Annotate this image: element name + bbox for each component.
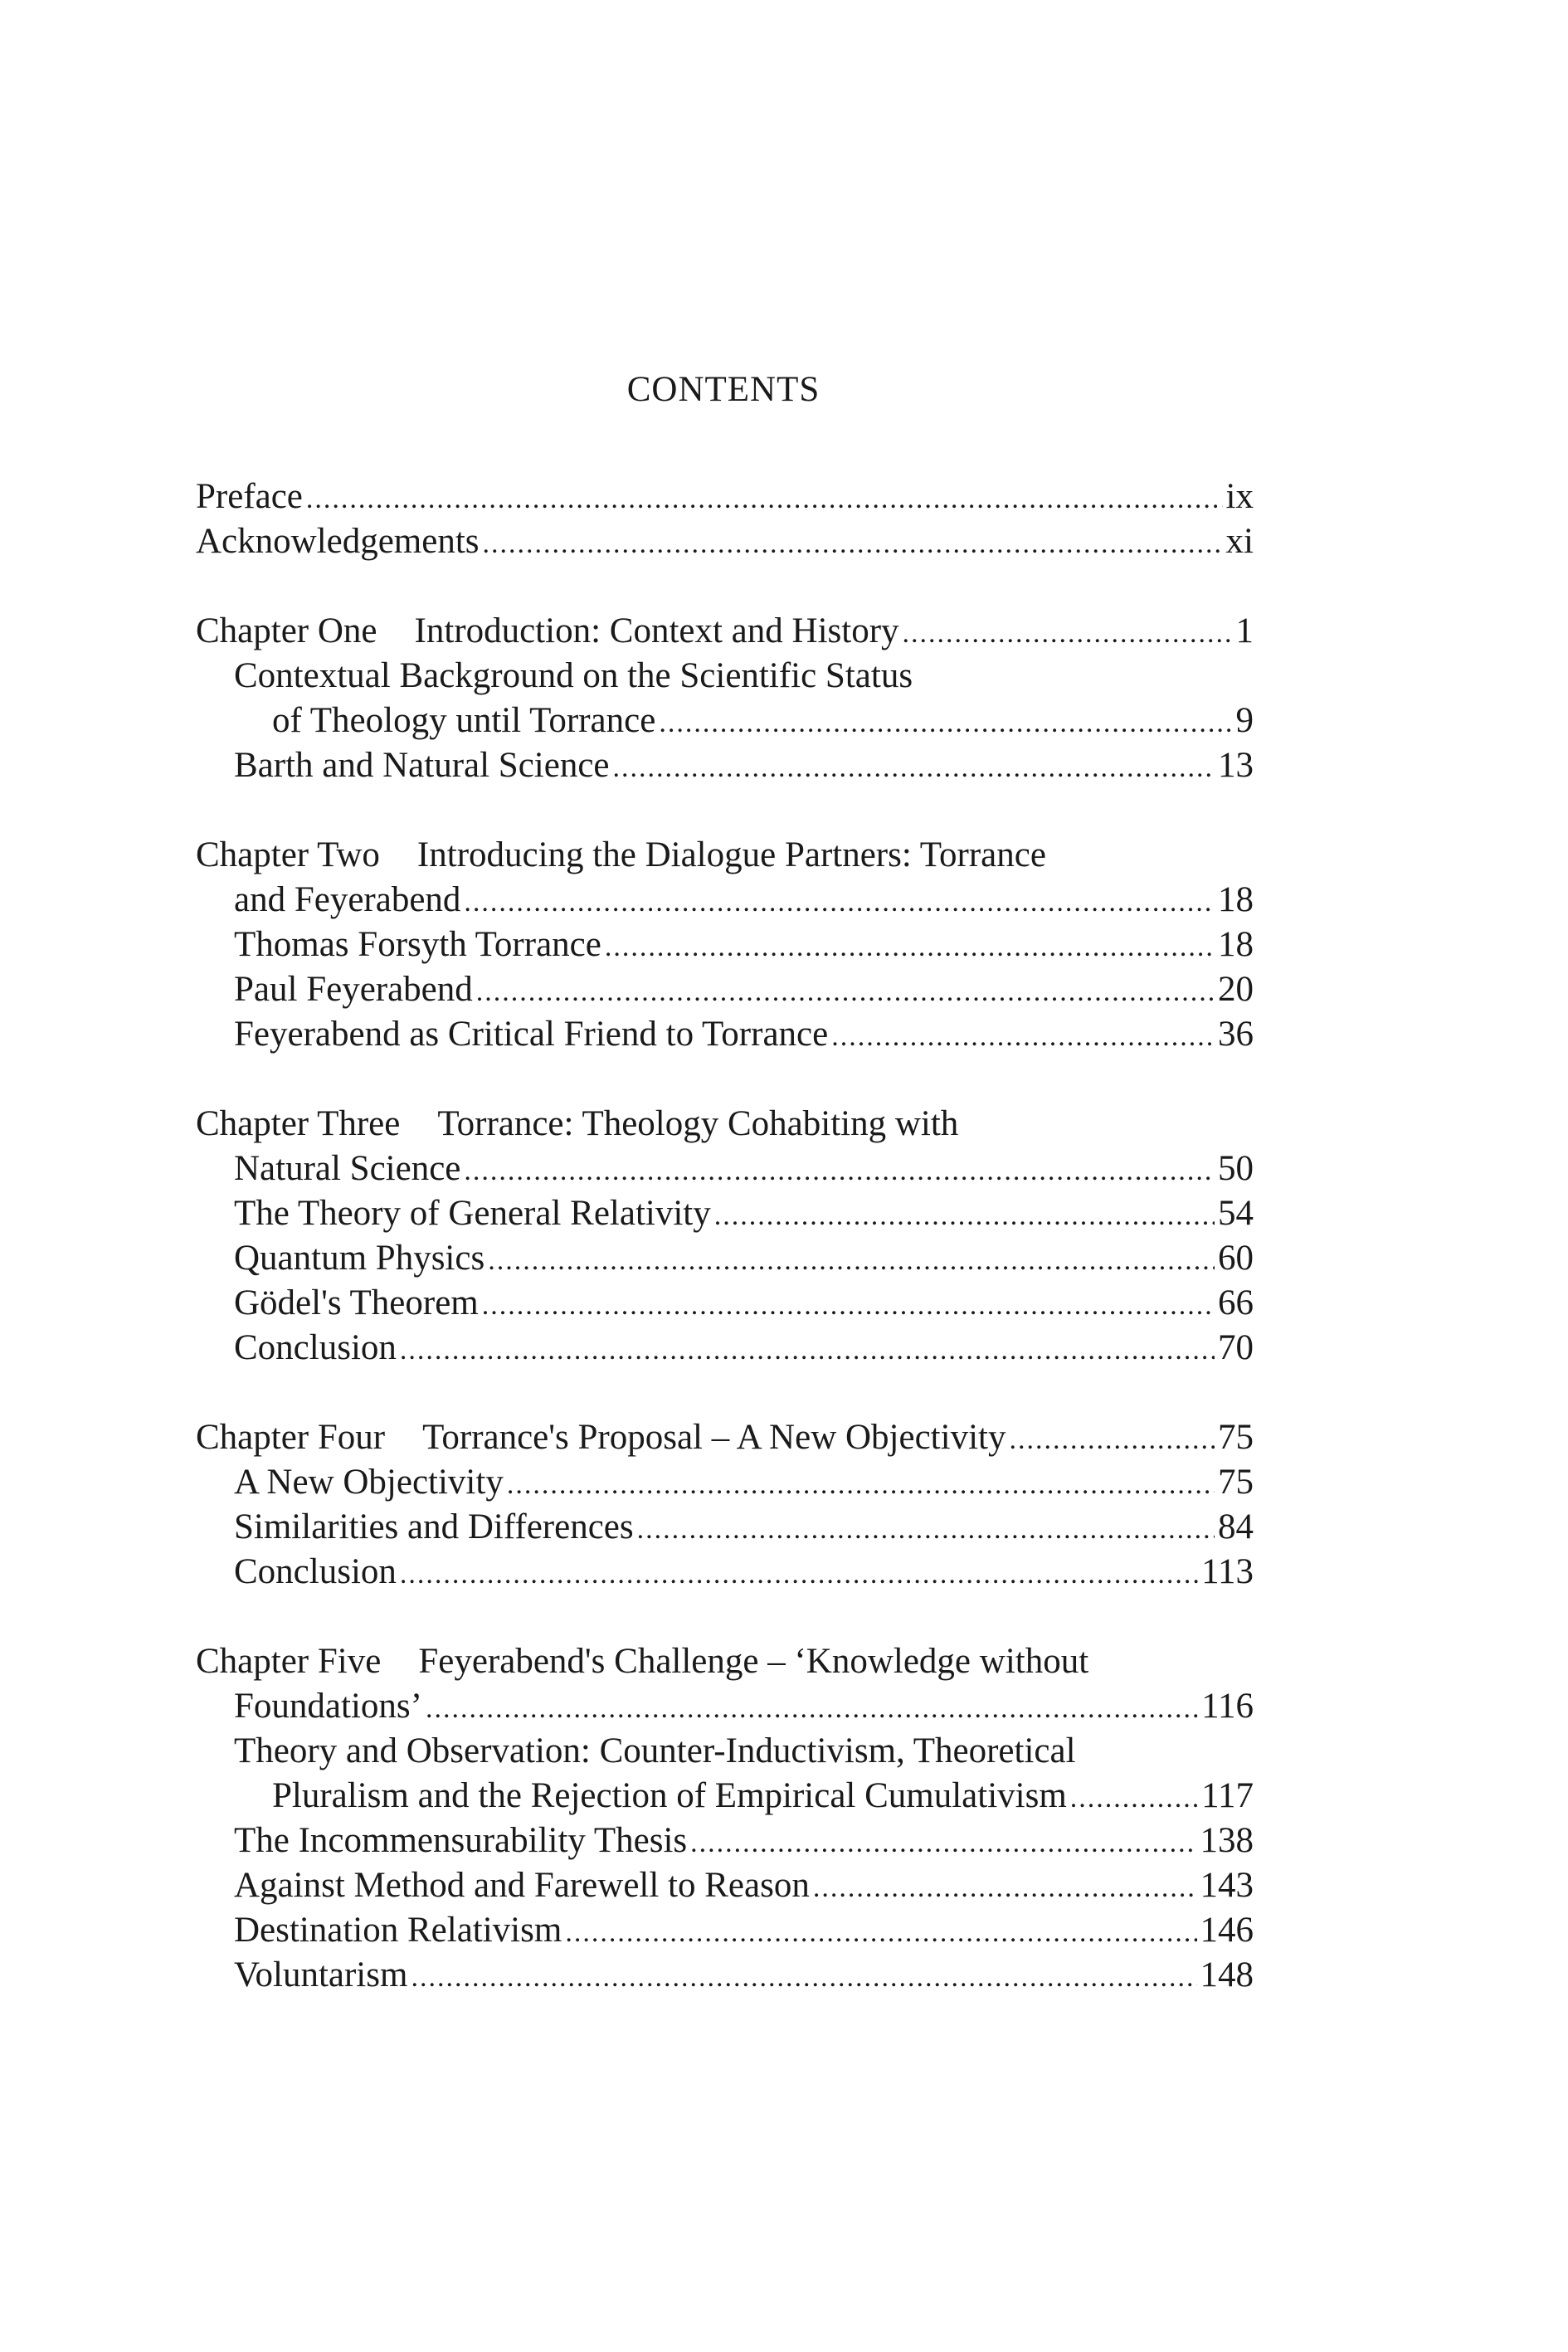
- toc-entry-acknowledgements[interactable]: [196, 519, 1254, 564]
- dot-leader: [411, 1953, 1196, 2000]
- section-title: Conclusion: [234, 1552, 397, 1591]
- page-number: 116: [1201, 1687, 1254, 1726]
- chapter-four: [196, 1415, 1254, 1595]
- dot-leader: [565, 1908, 1196, 1955]
- section-title: Feyerabend as Critical Friend to Torrance: [234, 1015, 829, 1054]
- section-title: Against Method and Farewell to Reason: [234, 1866, 810, 1905]
- section-title: Barth and Natural Science: [234, 746, 610, 785]
- chapter-heading[interactable]: [196, 833, 1254, 878]
- dot-leader: [605, 923, 1215, 970]
- spacer: [196, 1057, 1254, 1102]
- page-number: 113: [1201, 1552, 1254, 1591]
- page-number: 9: [1235, 701, 1254, 740]
- section-title: Thomas Forsyth Torrance: [234, 925, 601, 964]
- dot-leader: [613, 743, 1215, 791]
- toc-entry-preface[interactable]: [196, 475, 1254, 519]
- dot-leader: [507, 1460, 1215, 1507]
- section-title: Theory and Observation: Counter-Inductivism, Theoretical: [234, 1731, 1076, 1770]
- section-entry[interactable]: [196, 1012, 1254, 1057]
- dot-leader: [483, 519, 1223, 567]
- page-number: 1: [1235, 611, 1254, 650]
- section-entry-continued[interactable]: [196, 1774, 1254, 1819]
- section-title: Paul Feyerabend: [234, 970, 473, 1009]
- chapter-three: [196, 1102, 1254, 1371]
- section-title: Pluralism and the Rejection of Empirical Cumulativism: [272, 1776, 1067, 1815]
- page-number: 36: [1218, 1015, 1254, 1054]
- dot-leader: [464, 878, 1215, 925]
- page-title: CONTENTS: [626, 370, 821, 409]
- spacer: [196, 1371, 1254, 1415]
- dot-leader: [1009, 1415, 1215, 1463]
- page-number: 70: [1218, 1328, 1254, 1367]
- chapter-heading[interactable]: [196, 1415, 1254, 1460]
- chapter-heading-continued[interactable]: [196, 1684, 1254, 1729]
- dot-leader: [903, 609, 1233, 656]
- chapter-label: Chapter Four: [196, 1418, 386, 1457]
- section-entry[interactable]: [196, 1550, 1254, 1595]
- dot-leader: [637, 1505, 1215, 1552]
- chapter-title: Introduction: Context and History: [414, 611, 899, 650]
- page-number: 66: [1218, 1283, 1254, 1322]
- section-title: A New Objectivity: [234, 1463, 504, 1502]
- front-matter: [196, 475, 1254, 564]
- chapter-five: [196, 1639, 1254, 1998]
- section-entry[interactable]: [196, 654, 1254, 699]
- section-title: Destination Relativism: [234, 1911, 562, 1950]
- section-entry[interactable]: [196, 1460, 1254, 1505]
- section-entry[interactable]: [196, 1953, 1254, 1998]
- dot-leader: [488, 1236, 1215, 1283]
- dot-leader: [400, 1326, 1215, 1373]
- section-entry[interactable]: [196, 1505, 1254, 1550]
- chapter-heading-continued[interactable]: [196, 878, 1254, 923]
- chapter-title: Feyerabend's Challenge – ‘Knowledge without: [418, 1642, 1089, 1681]
- entry-title: Acknowledgements: [196, 522, 480, 561]
- chapter-label: Chapter One: [196, 611, 377, 650]
- section-title: Quantum Physics: [234, 1239, 485, 1278]
- dot-leader: [813, 1863, 1197, 1911]
- chapter-title: Torrance's Proposal – A New Objectivity: [422, 1418, 1006, 1457]
- section-entry-continued[interactable]: [196, 699, 1254, 743]
- section-title: Conclusion: [234, 1328, 397, 1367]
- spacer: [196, 788, 1254, 833]
- chapter-heading[interactable]: [196, 609, 1254, 654]
- dot-leader: [690, 1819, 1196, 1866]
- chapter-heading-continued[interactable]: [196, 1147, 1254, 1191]
- chapter-title: Introducing the Dialogue Partners: Torrance: [416, 835, 1046, 874]
- chapter-title: and Feyerabend: [234, 880, 461, 919]
- page-number: ix: [1225, 477, 1254, 516]
- page-number: 84: [1218, 1507, 1254, 1546]
- page-number: 60: [1218, 1239, 1254, 1278]
- section-entry[interactable]: [196, 1729, 1254, 1774]
- section-entry[interactable]: [196, 1236, 1254, 1281]
- chapter-one: [196, 609, 1254, 788]
- dot-leader: [476, 967, 1215, 1015]
- page-number: 20: [1218, 970, 1254, 1009]
- chapter-two: [196, 833, 1254, 1057]
- section-entry[interactable]: [196, 1819, 1254, 1863]
- spacer: [196, 564, 1254, 609]
- dot-leader: [1070, 1774, 1198, 1821]
- page-number: 75: [1218, 1418, 1254, 1457]
- page-number: 148: [1200, 1955, 1254, 1994]
- section-title: The Theory of General Relativity: [234, 1194, 711, 1233]
- page-number: 146: [1200, 1911, 1254, 1950]
- chapter-title: Foundations’: [234, 1687, 422, 1726]
- page-number: 13: [1218, 746, 1254, 785]
- dot-leader: [400, 1550, 1198, 1597]
- dot-leader: [464, 1147, 1215, 1194]
- page-number: xi: [1225, 522, 1254, 561]
- section-entry[interactable]: [196, 967, 1254, 1012]
- chapter-title: Torrance: Theology Cohabiting with: [437, 1104, 959, 1143]
- section-title: Gödel's Theorem: [234, 1283, 479, 1322]
- page-number: 138: [1200, 1821, 1254, 1860]
- section-entry[interactable]: [196, 923, 1254, 967]
- table-of-contents: [196, 475, 1254, 1998]
- dot-leader: [306, 475, 1223, 522]
- chapter-heading[interactable]: [196, 1639, 1254, 1684]
- dot-leader: [714, 1191, 1215, 1239]
- section-entry[interactable]: [196, 1863, 1254, 1908]
- section-title: Voluntarism: [234, 1955, 408, 1994]
- section-entry[interactable]: [196, 743, 1254, 788]
- dot-leader: [831, 1012, 1215, 1059]
- section-entry[interactable]: [196, 1326, 1254, 1371]
- chapter-title: Natural Science: [234, 1149, 461, 1188]
- section-entry[interactable]: [196, 1191, 1254, 1236]
- chapter-label: Chapter Five: [196, 1642, 382, 1681]
- section-title: Similarities and Differences: [234, 1507, 634, 1546]
- dot-leader: [659, 699, 1232, 746]
- section-title: of Theology until Torrance: [272, 701, 656, 740]
- chapter-label: Chapter Three: [196, 1104, 401, 1143]
- spacer: [196, 1595, 1254, 1639]
- page-number: 75: [1218, 1463, 1254, 1502]
- page-number: 50: [1218, 1149, 1254, 1188]
- page-number: 18: [1218, 880, 1254, 919]
- entry-title: Preface: [196, 477, 303, 516]
- page-number: 143: [1200, 1866, 1254, 1905]
- section-title: Contextual Background on the Scientific Status: [234, 656, 913, 695]
- page-number: 54: [1218, 1194, 1254, 1233]
- section-entry[interactable]: [196, 1281, 1254, 1326]
- dot-leader: [482, 1281, 1215, 1328]
- dot-leader: [426, 1684, 1198, 1731]
- page-number: 18: [1218, 925, 1254, 964]
- chapter-heading[interactable]: [196, 1102, 1254, 1147]
- page-number: 117: [1201, 1776, 1254, 1815]
- chapter-label: Chapter Two: [196, 835, 380, 874]
- section-entry[interactable]: [196, 1908, 1254, 1953]
- section-title: The Incommensurability Thesis: [234, 1821, 688, 1860]
